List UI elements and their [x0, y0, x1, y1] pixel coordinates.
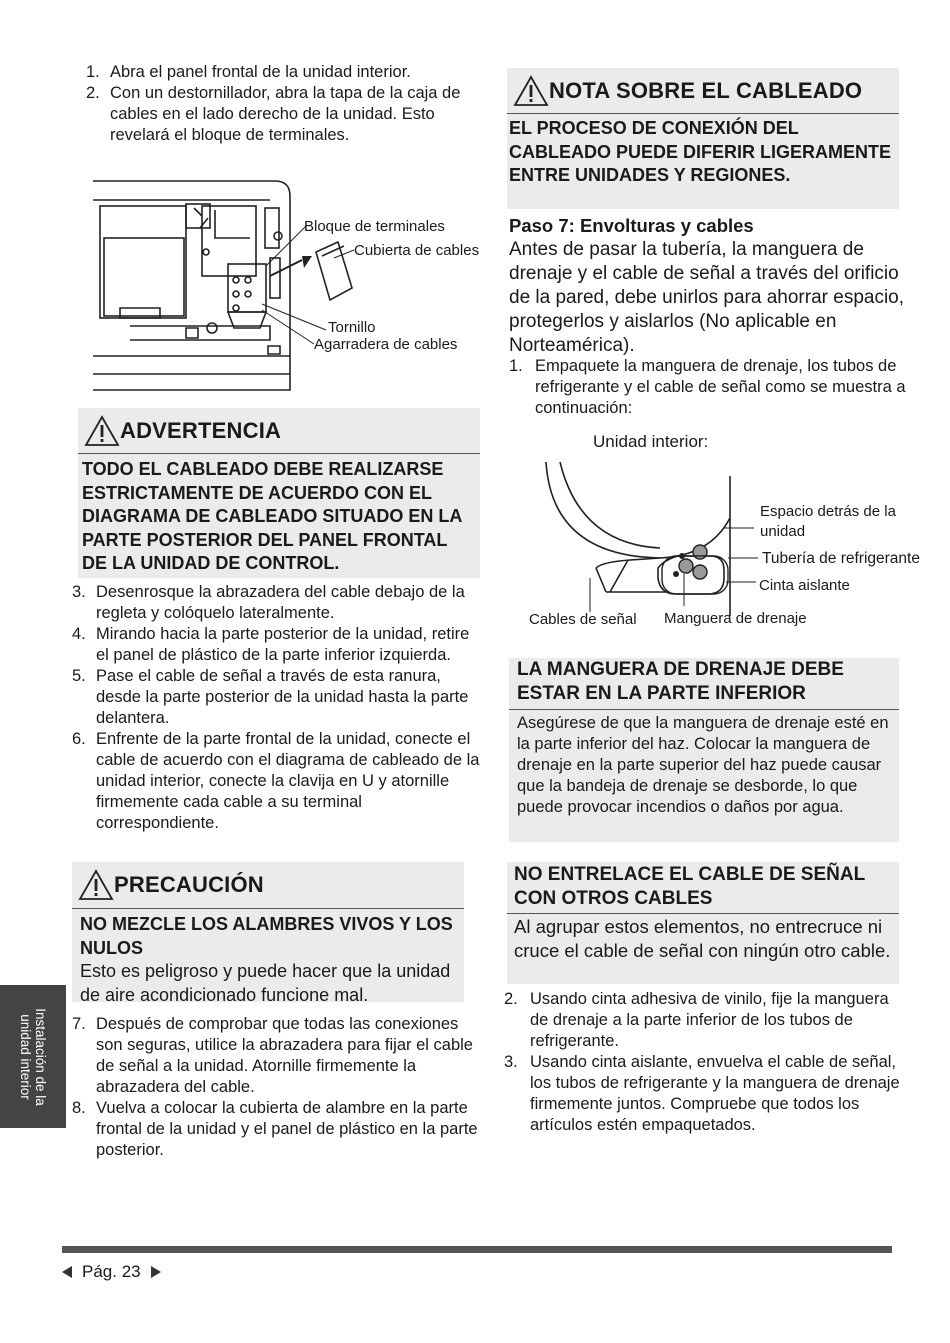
list-item: 4. Mirando hacia la parte posterior de la unidad, retire el panel de plástico de la parte inferior izquierda. [72, 625, 470, 664]
list-item: 2. Usando cinta adhesiva de vinilo, fije la manguera de drenaje a la parte inferior de los tubos de refrigerante. [504, 990, 889, 1050]
left-steps-c [56, 1014, 482, 1161]
warning-body: TODO EL CABLEADO DEBE REALIZARSE ESTRICTAMENTE DE ACUERDO CON EL DIAGRAMA DE CABLEADO SITUADO EN LA PARTE POSTERIOR DEL PANEL FRONTAL DE LA UNIDAD DE CONTROL. [82, 459, 462, 573]
step7-section [509, 214, 921, 358]
cable-clamp-label: Agarradera de cables [314, 336, 458, 353]
space-behind-label: Espacio detrás de la unidad [760, 503, 896, 540]
steps-list-right-b [504, 989, 908, 1136]
list-item: 6. Enfrente de la parte frontal de la unidad, conecte el cable de acuerdo con el diagrama de cableado de la unidad interior, conecte la clavija en U y atornille firmemente cada cable a su terminal correspondiente. [72, 730, 480, 832]
caution-triangle-icon [78, 869, 114, 901]
drain-hose-body: Asegúrese de que la manguera de drenaje esté en la parte inferior del haz. Colocar la manguera de drenaje en la parte superior del haz puede causar que la bandeja de drenaje se desborde, lo que puede provocar incendios o daños por agua. [517, 714, 889, 816]
steps-list-c [56, 1014, 482, 1161]
steps-list-a [70, 62, 482, 146]
section-side-tab [0, 985, 66, 1128]
terminal-block-figure [90, 178, 490, 393]
right-steps-b [504, 989, 908, 1136]
terminal-block-label: Bloque de terminales [304, 218, 445, 235]
caution-header [72, 862, 464, 909]
warning-title: ADVERTENCIA [120, 417, 282, 443]
indoor-unit-caption: Unidad interior: [593, 432, 709, 451]
list-item: 1. Abra el panel frontal de la unidad interior. [86, 63, 411, 81]
step7-title: Paso 7: Envolturas y cables [509, 215, 754, 236]
page-number: Pág. 23 [82, 1262, 141, 1281]
note-triangle-icon [513, 75, 549, 107]
signal-cable-body: Al agrupar estos elementos, no entrecruce ni cruce el cable de señal con ningún otro cable. [514, 916, 891, 961]
list-item: 3. Desenrosque la abrazadera del cable debajo de la regleta y colóquelo lateralmente. [72, 583, 465, 622]
warning-triangle-icon [84, 415, 120, 447]
bundle-figure [510, 428, 930, 636]
drain-hose-title: LA MANGUERA DE DRENAJE DEBE ESTAR EN LA PARTE INFERIOR [517, 659, 844, 704]
warning-header [78, 408, 480, 454]
wiring-note-header [507, 68, 899, 114]
list-item: 1. Empaquete la manguera de drenaje, los tubos de refrigerante y el cable de señal como se muestra a continuación: [509, 357, 906, 417]
list-item: 8. Vuelva a colocar la cubierta de alambre en la parte frontal de la unidad y el panel de plástico en la parte posterior. [72, 1099, 478, 1159]
drain-hose-label: Manguera de drenaje [664, 610, 807, 627]
screw-label: Tornillo [328, 319, 376, 336]
refrigerant-pipe-label: Tubería de refrigerante [762, 550, 920, 567]
list-item: 2. Con un destornillador, abra la tapa de la caja de cables en el lado derecho de la unidad. Esto revelará el bloque de terminales. [86, 84, 461, 144]
signal-cable-box [507, 862, 899, 984]
steps-list-b [56, 582, 482, 834]
wiring-note-body: EL PROCESO DE CONEXIÓN DEL CABLEADO PUEDE DIFERIR LIGERAMENTE ENTRE UNIDADES Y REGIONES. [509, 118, 892, 185]
side-tab-label: Instalación de la unidad interior [18, 1007, 48, 1106]
insulating-tape-label: Cinta aislante [759, 577, 850, 594]
wiring-note-title: NOTA SOBRE EL CABLEADO [549, 77, 863, 103]
signal-cables-label: Cables de señal [529, 611, 637, 628]
caution-title: PRECAUCIÓN [114, 872, 264, 897]
list-item: 7. Después de comprobar que todas las conexiones son seguras, utilice la abrazadera para fijar el cable de señal a la unidad. Atornille firmemente la abrazadera del cable. [72, 1015, 473, 1096]
signal-cable-title: NO ENTRELACE EL CABLE DE SEÑAL CON OTROS CABLES [514, 864, 865, 909]
caution-subtitle: NO MEZCLE LOS ALAMBRES VIVOS Y LOS NULOS [80, 914, 453, 958]
right-steps-a [509, 356, 911, 419]
drain-hose-box [509, 658, 899, 842]
prev-page-icon[interactable] [62, 1266, 72, 1278]
warning-box [78, 408, 480, 578]
terminal-block-illustration [90, 178, 490, 393]
wiring-note-box [507, 68, 899, 209]
footer-rule [62, 1246, 892, 1253]
list-item: 3. Usando cinta aislante, envuelva el cable de señal, los tubos de refrigerante y la manguera de drenaje firmemente juntos. Compruebe que todos los artículos estén empaquetados. [504, 1053, 900, 1134]
signal-cable-header [507, 862, 899, 914]
step7-body: Antes de pasar la tubería, la manguera de drenaje y el cable de señal a través del orificio de la pared, debe unirlos para ahorrar espacio, protegerlos y aislarlos (No aplicable en Norteamérica). [509, 239, 905, 356]
caution-box [72, 862, 464, 1005]
left-column [70, 62, 482, 146]
caution-body: Esto es peligroso y puede hacer que la unidad de aire acondicionado funcione mal. [80, 961, 451, 1005]
next-page-icon[interactable] [151, 1266, 161, 1278]
left-steps-b [56, 582, 482, 834]
cable-cover-label: Cubierta de cables [354, 242, 480, 259]
list-item: 5. Pase el cable de señal a través de esta ranura, desde la parte posterior de la unidad hasta la parte delantera. [72, 667, 469, 727]
footer [62, 1262, 161, 1282]
steps-list-right-a [509, 356, 911, 419]
drain-hose-header [509, 658, 899, 710]
